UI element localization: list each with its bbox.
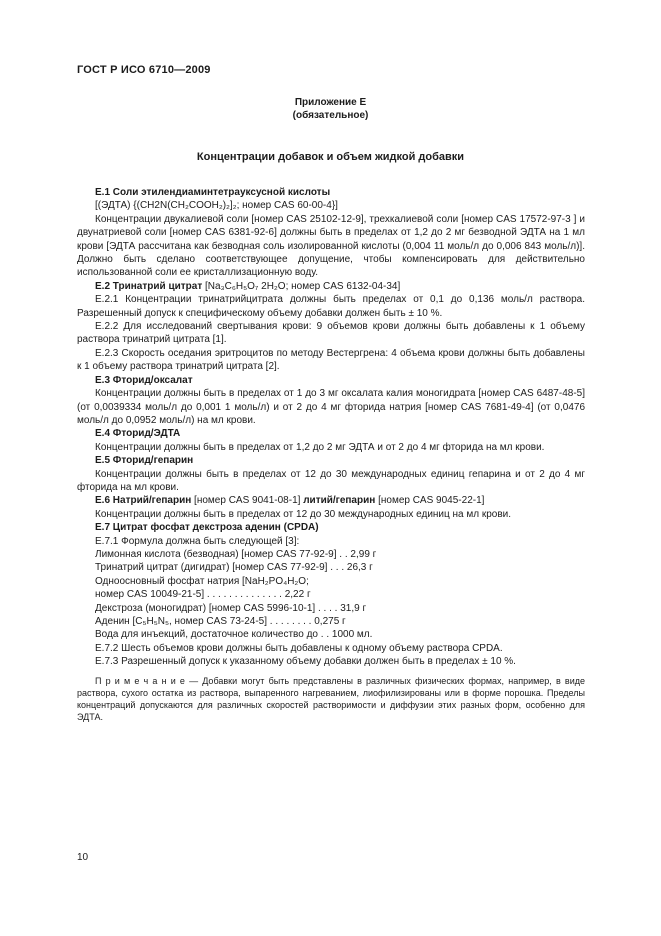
paragraph-e6 xyxy=(77,508,585,521)
annex-sublabel: (обязательное) xyxy=(292,110,369,121)
section-heading-e3 xyxy=(77,374,585,387)
text-segment: Е.2.3 Скорость оседания эритроцитов по методу Вестергрена: 4 объема крови должны быть добавлены к 1 объему раствора тринатрий цитрата [2]. xyxy=(77,347,585,373)
text-segment: [Na₃C₆H₅O₇ 2H₂O; номер CAS 6132-04-34] xyxy=(202,280,401,292)
list-item-trisodium-citrate xyxy=(77,561,585,574)
paragraph-e3 xyxy=(77,387,585,427)
text-segment: Концентрации должны быть в пределах от 12 до 30 международных единиц гепарина и от 2 до 4 мг фторида на мл крови. xyxy=(77,468,585,493)
text-segment: Концентрации должны быть в пределах от 1 до 3 мг оксалата калия моногидрата [номер CAS 6487-48-5] (от 0,0039334 моль/л до 0,001 1 моль/л) и от 2 до 4 мг фторида натрия [номер CAS 7681-49-4] (от 0,0476 моль/л до 0,0952 моль/л) на мл крови. xyxy=(77,388,585,426)
text-segment: Концентрации должны быть в пределах от 1,2 до 2 мг ЭДТА и от 2 до 4 мг фторида на мл крови. xyxy=(95,441,545,453)
text-segment-bold: Е.2 Тринатрий цитрат xyxy=(95,280,203,292)
text-segment-bold: Е.3 Фторид/оксалат xyxy=(95,374,193,386)
text-segment: Концентрации должны быть в пределах от 12 до 30 международных единиц на мл крови. xyxy=(95,508,512,520)
text-segment: Тринатрий цитрат (дигидрат) [номер CAS 77-92-9] . . . 26,3 г xyxy=(95,562,373,574)
document-content xyxy=(77,186,585,723)
section-heading-e5 xyxy=(77,454,585,467)
page-title: Концентрации добавок и объем жидкой добавки xyxy=(196,151,465,163)
formula-line-edta xyxy=(77,199,585,212)
annex-label: Приложение Е xyxy=(294,97,367,108)
section-heading-e6 xyxy=(77,494,585,507)
paragraph-e2-3 xyxy=(77,347,585,374)
text-segment-bold: литий/гепарин xyxy=(303,495,376,507)
text-segment: Лимонная кислота (безводная) [номер CAS 77-92-9] . . 2,99 г xyxy=(95,548,377,560)
text-segment: Декстроза (моногидрат) [номер CAS 5996-10-1] . . . . 31,9 г xyxy=(95,602,367,614)
paragraph-e2-2 xyxy=(77,320,585,347)
paragraph-e7-1 xyxy=(77,535,585,548)
list-item-adenine xyxy=(77,615,585,628)
list-item-water xyxy=(77,628,585,641)
paragraph-e5 xyxy=(77,468,585,495)
text-segment: Е.7.2 Шесть объемов крови должны быть добавлены к одному объему раствора CPDA. xyxy=(95,642,503,654)
text-segment: П р и м е ч а н и е — Добавки могут быть представлены в различных физических формах, например, в виде раствора, сухого остатка из раствора, выпаренного нагреванием, лиофилизированы или в форме порошка. Пределы концентраций допускаются для различных скоростей растворимости и диффузии этих разных форм, особенно для ЭДТА. xyxy=(77,675,585,723)
text-segment-bold: Е.5 Фторид/гепарин xyxy=(95,455,194,467)
list-item-dextrose xyxy=(77,602,585,615)
text-segment: Одноосновный фосфат натрия [NaH₂PO₄H₂O; xyxy=(95,575,309,587)
list-item-phosphate-line2 xyxy=(77,588,585,601)
page-number: 10 xyxy=(77,852,89,863)
annex-block xyxy=(0,96,661,122)
text-segment: Е.2.2 Для исследований свертывания крови: 9 объемов крови должны быть добавлены к 1 объему раствора тринатрий цитрата [1]. xyxy=(77,321,585,346)
section-heading-e1 xyxy=(77,186,585,199)
list-item-citric-acid xyxy=(77,548,585,561)
section-heading-e4 xyxy=(77,427,585,440)
text-segment: номер CAS 10049-21-5] . . . . . . . . . . . . . . 2,22 г xyxy=(95,589,311,601)
text-segment: [номер CAS 9045-22-1] xyxy=(375,495,485,507)
text-segment: Е.7.1 Формула должна быть следующей [3]: xyxy=(95,535,300,547)
running-header: ГОСТ Р ИСО 6710—2009 xyxy=(77,64,211,76)
note-paragraph xyxy=(77,675,585,724)
text-segment: [номер CAS 9041-08-1] xyxy=(191,495,304,507)
text-segment-bold: Е.4 Фторид/ЭДТА xyxy=(95,428,181,440)
paragraph-e7-3 xyxy=(77,655,585,668)
text-segment: Вода для инъекций, достаточное количество до . . 1000 мл. xyxy=(95,629,373,641)
paragraph-e1 xyxy=(77,213,585,280)
text-segment: Е.2.1 Концентрации тринатрийцитрата должны быть пределах от 0,1 до 0,136 моль/л раствора. Разрешенный допуск к специфическому объему добавки должен быть ± 10 %. xyxy=(77,294,585,319)
paragraph-e4 xyxy=(77,441,585,454)
section-heading-e7 xyxy=(77,521,585,534)
text-segment: Концентрации двукалиевой соли [номер CAS 25102-12-9], трехкалиевой соли [номер CAS 17572-97-3 ] и двунатриевой соли [номер CAS 6381-92-6] должны быть в пределах от 1,2 до 2 мг безводной ЭДТА на 1 мл крови [ЭДТА рассчитана как безводная соль изолированной кислоты (0,004 11 моль/л до 0,006 843 моль/л)]. Должно быть сделано соответствующее допущение, чтобы компенсировать для действительно использованной соли ее кристаллизационную воду. xyxy=(77,213,585,279)
text-segment-bold: Е.7 Цитрат фосфат декстроза аденин (CPDA) xyxy=(95,522,319,534)
text-segment: Аденин [C₅H₅N₅, номер CAS 73-24-5] . . . . . . . . 0,275 г xyxy=(95,616,346,627)
text-segment: [(ЭДТА) {(CH2N(CH₂COOH₂)₂]₂; номер CAS 60-00-4}] xyxy=(95,200,338,212)
paragraph-e2-1 xyxy=(77,293,585,320)
paragraph-e7-2 xyxy=(77,642,585,655)
text-segment-bold: Е.6 Натрий/гепарин xyxy=(95,495,192,507)
text-segment: Е.7.3 Разрешенный допуск к указанному объему добавки должен быть в пределах ± 10 %. xyxy=(95,656,516,668)
text-segment-bold: Е.1 Соли этилендиаминтетрауксусной кислоты xyxy=(95,187,331,198)
section-heading-e2 xyxy=(77,280,585,293)
list-item-phosphate-line1 xyxy=(77,575,585,588)
